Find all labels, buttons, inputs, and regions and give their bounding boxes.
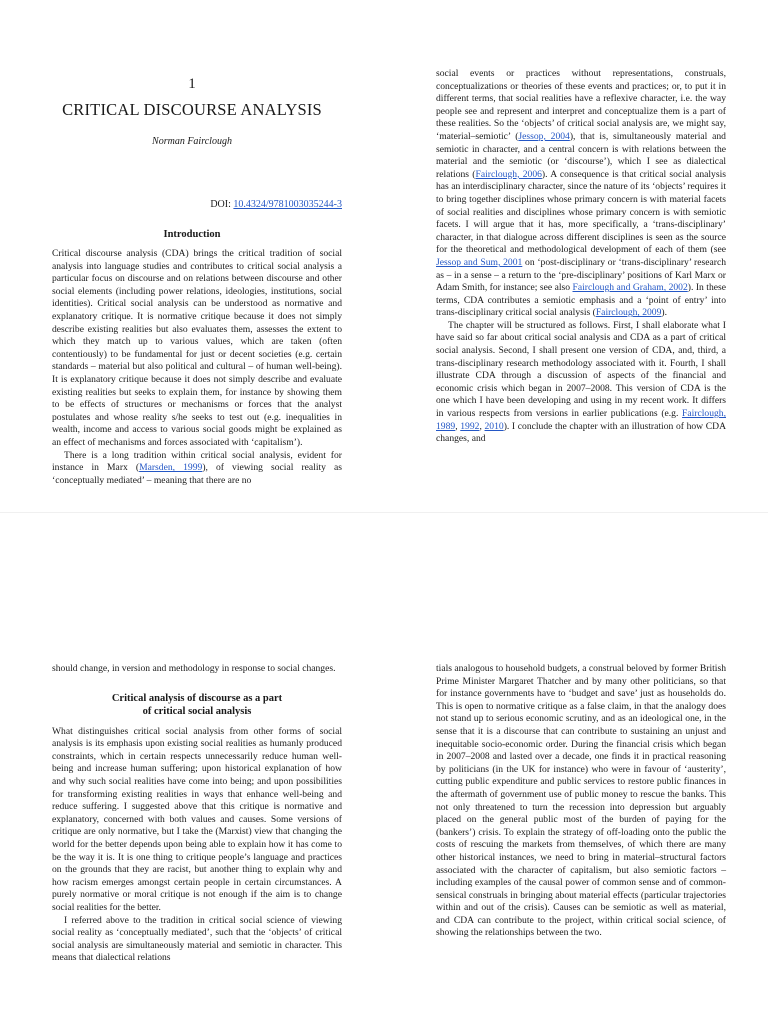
page-1 — [0, 0, 384, 512]
section-heading — [52, 692, 342, 718]
paragraph — [52, 450, 342, 488]
paragraph: I referred above to the tradition in critical social science of viewing social reality as ‘conceptually mediated’, such that the ‘objects’ of critical social analysis are simultaneously material and semiotic in character. This means that dialectical relations — [52, 914, 342, 964]
citation-link[interactable]: Jessop, 2004 — [518, 130, 570, 142]
citation-link[interactable]: Fairclough, 2009 — [595, 307, 662, 319]
text-run: ). A consequence is that critical social analysis has an interdisciplinary character, since the nature of its ‘objects’ requires it to bring together disciplines whose primary concern is with material facets of social realities and disciplines whose primary concern is with semiotic facets. I will argue that it has, more specifically, a ‘trans-disciplinary’ character, in that dialogue across different disciplines is seen as the source for the theoretical and methodological development of each of them (see — [436, 168, 726, 256]
citation-link[interactable]: Fairclough, 2006 — [475, 168, 542, 180]
doi-link[interactable]: 10.4324/9781003035244-3 — [233, 199, 342, 210]
paragraph: tials analogous to household budgets, a construal beloved by former British Prime Minister Margaret Thatcher and by many other politicians, so that for instance governments have to ‘budget and save’ just as households do. This is open to normative critique as a false claim, in that the analogy does not stand up to serious economic scrutiny, and as an ideological one, in the sense that it is a discourse that can contribute to sustaining an unjust and inequitable socio-economic order. During the financial crisis which began in 2007–2008 and lasted over a decade, one finds it in practical reasoning by politicians (in the UK for instance) who were in favour of ‘austerity’, cutting public expenditure and public services to restore public finances in the aftermath of government use of public money to rescue the banks. This not only threatened to turn the recession into depression but arguably placed on the general public most of the burden of paying for the (bankers’) crisis. To explain the strategy of off-loading onto the public the costs of rescuing the markets from themselves, of which there are many other historical instances, we need to bring in material–structural factors associated with the character of capitalism, but also semiotic factors – including examples of the causal power of common sense and of common-sensical construals in bringing about material effects (particular trajectories within and out of the crisis). Causes can be semiotic as well as material, and CDA can contribute to the project, within critical social science, of showing the relationships between the two. — [436, 663, 726, 939]
doi-line — [210, 199, 342, 210]
text-run: ). I conclude the chapter with an illustration of how CDA changes, and — [436, 420, 727, 445]
citation-link[interactable]: Marsden, 1999 — [139, 462, 203, 474]
section-heading-line: of critical social analysis — [142, 705, 252, 717]
text-run: There is a long tradition within critical social analysis, evident for instance in Marx ( — [52, 449, 342, 474]
section-heading-line: Critical analysis of discourse as a part — [111, 692, 283, 704]
page-2 — [384, 0, 768, 512]
citation-link[interactable]: Jessop and Sum, 2001 — [436, 256, 523, 268]
text-run: ), of viewing social reality as ‘conceptually mediated’ – meaning that there are no — [52, 462, 343, 486]
text-run: social events or practices without representations, construals, conceptualizations or theories of these events and practices; or, to put it in different terms, that social realities have a reflexive character, i.e. the way people see and represent and interpret and conceptualize them is a part of these realities. So the ‘objects’ of critical social analysis are, we might say, ‘material–semiotic’ ( — [436, 68, 726, 142]
text-run: The chapter will be structured as follows. First, I shall elaborate what I have said so far about critical social analysis and CDA as a part of critical social analysis. Second, I shall present one version of CDA, and, third, a trans-disciplinary research methodology associated with it. Fourth, I shall illustrate CDA through a discussion of aspects of the financial and economic crisis which began in 2007–2008. This version of CDA is the one which I have been developing and using in my recent work. It differs in various respects from versions in earlier publications (e.g. — [436, 319, 726, 420]
page-3 — [0, 512, 384, 1025]
text-run: ). In these terms, CDA contributes a semiotic emphasis and a ‘point of entry’ into trans-disciplinary critical social analysis ( — [436, 282, 726, 319]
page-1-body — [52, 248, 342, 487]
author-name: Norman Fairclough — [152, 136, 232, 147]
page-4 — [384, 512, 768, 1025]
citation-link[interactable]: 2010 — [484, 420, 504, 432]
text-run: ). — [661, 307, 667, 319]
doi-prefix: DOI: — [210, 199, 234, 210]
citation-link[interactable]: Fairclough and Graham, 2002 — [572, 282, 688, 294]
page-4-body — [436, 663, 726, 940]
chapter-title: CRITICAL DISCOURSE ANALYSIS — [62, 100, 322, 119]
paragraph: Critical discourse analysis (CDA) brings the critical tradition of social analysis into language studies and contributes to critical social analysis a particular focus on discourse and on relations between discourse and other social elements (including power relations, ideologies, institutions, social identities). Critical social analysis can be understood as normative and explanatory critique. It is normative critique because it does not simply describe existing realities but also evaluates them, assesses the extent to which they match up to various values, which are taken (often contentiously) to be fundamental for just or decent societies (e.g. certain standards – material but also political and cultural – of human well-being). It is explanatory critique because it does not simply describe and evaluate existing realities but seeks to explain them, for instance by showing them to be effects of structures or mechanisms or forces that the analyst postulates and whose reality s/he seeks to test out (e.g. inequalities in wealth, income and access to various social goods might be explained as an effect of mechanisms and forces associated with ‘capitalism’). — [52, 248, 342, 448]
text-run: , — [479, 420, 485, 432]
page-2-body — [436, 68, 726, 446]
paragraph — [436, 320, 726, 446]
citation-link[interactable]: Fairclough, 1989 — [436, 408, 726, 432]
paragraph: should change, in version and methodology in response to social changes. — [52, 663, 336, 674]
text-run: on ‘post-disciplinary or ‘trans-disciplinary’ research as – in a sense – a return to the ‘pre-disciplinary’ positions of Karl Marx or Adam Smith, for instance; see also — [436, 256, 726, 294]
introduction-heading: Introduction — [163, 229, 221, 240]
text-run: ), that is, simultaneously material and semiotic in character, and a central concern is with relations between the material and the semiotic (or ‘discourse’), which I see as dialectical relations ( — [436, 130, 726, 180]
paragraph — [436, 68, 726, 320]
text-run: , — [455, 420, 461, 432]
page-3-body — [52, 663, 342, 965]
citation-link[interactable]: 1992 — [460, 420, 480, 432]
paragraph: What distinguishes critical social analysis from other forms of social analysis is its emphasis upon existing social realities as humanly produced constraints, which in certain respects unnecessarily reduce human well-being and increase human suffering; upon historical explanation of how and why such social realities have come into being; and upon possibilities for transforming existing realities in ways that enhance well-being and reduce suffering. I suggested above that this critique is normative and explanatory, concerned with both values and causes. Some versions of critique are only normative, but I take the (Marxist) view that changing the world for the better depends upon being able to explain how it has come to be the way it is. It is one thing to critique people’s language and practices on the grounds that they are racist, but another thing to explain why and how racism emerges amongst certain people in certain circumstances. A purely normative or moral critique is not enough if the aim is to change social realities for the better. — [52, 725, 342, 913]
chapter-number: 1 — [188, 76, 196, 92]
